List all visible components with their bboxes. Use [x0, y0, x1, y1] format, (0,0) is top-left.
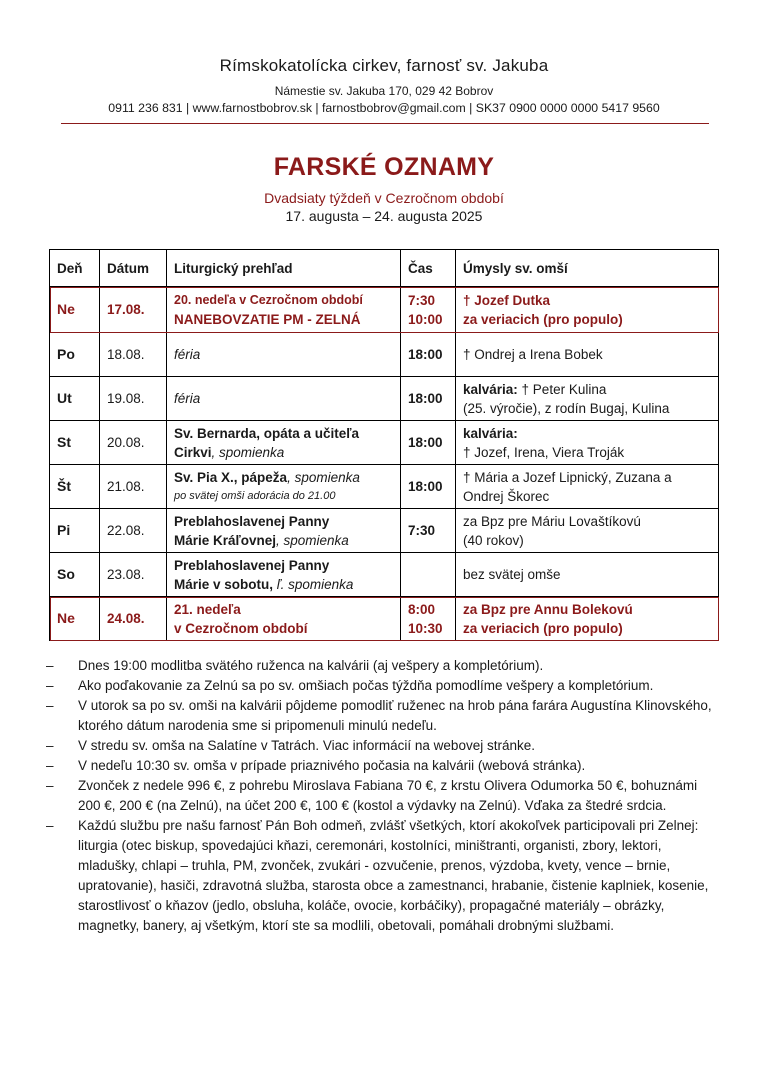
row-time: 18:00 [401, 465, 456, 509]
feast-rank: , spomienka [276, 532, 349, 548]
row-intentions: † Ondrej a Irena Bobek [456, 333, 719, 377]
row-day: Pi [50, 509, 100, 553]
row-date: 22.08. [100, 509, 167, 553]
table-header-row [50, 250, 719, 287]
list-item: – Dnes 19:00 modlitba svätého ruženca na kalvárii (aj vešpery a kompletórium). [40, 656, 720, 676]
table-row [50, 597, 719, 641]
col-header-time: Čas [401, 250, 456, 287]
table-row [50, 377, 719, 421]
time-line: 10:30 [408, 620, 443, 636]
feast-name: Márie Kráľovnej [174, 532, 276, 548]
row-day: Ne [50, 287, 100, 333]
row-time [401, 287, 456, 333]
intention-line [463, 380, 711, 399]
row-intentions: bez svätej omše [456, 553, 719, 597]
parish-contact: 0911 236 831 | www.farnostbobrov.sk | farnostbobrov@gmail.com | SK37 0900 0000 0000 5417 9560 [108, 101, 660, 115]
row-date: 18.08. [100, 333, 167, 377]
row-intentions [456, 509, 719, 553]
liturgy-line: 20. nedeľa v Cezročnom období [174, 292, 363, 307]
liturgy-line: Preblahoslavenej Panny [174, 513, 330, 529]
row-liturgy [167, 509, 401, 553]
announcements-list [40, 656, 720, 936]
row-liturgy: féria [167, 333, 401, 377]
row-time: 18:00 [401, 333, 456, 377]
table-row [50, 553, 719, 597]
parish-address: Námestie sv. Jakuba 170, 029 42 Bobrov [274, 84, 494, 98]
time-line: 8:00 [408, 601, 436, 617]
intention-line: za Bpz pre Annu Bolekovú [463, 601, 633, 617]
row-liturgy [167, 465, 401, 509]
row-liturgy [167, 287, 401, 333]
time-line: 7:30 [408, 292, 436, 308]
row-day: Ne [50, 597, 100, 641]
feast-rank: , spomienka [211, 444, 285, 460]
header-divider [61, 123, 709, 124]
list-item: – V utorok sa po sv. omši na kalvárii pôjdeme pomodliť ruženec na hrob pána farára Augustína Klinovského, ktorého dátum narodenia sme si pripomenuli minulú nedeľu. [40, 696, 720, 736]
liturgy-line [174, 531, 393, 550]
row-time: 18:00 [401, 377, 456, 421]
list-item: – V stredu sv. omša na Salatíne v Tatrách. Viac informácií na webovej stránke. [40, 736, 720, 756]
list-item: – V nedeľu 10:30 sv. omša v prípade priaznivého počasia na kalvárii (webová stránka). [40, 756, 720, 776]
row-time [401, 597, 456, 641]
schedule-table [49, 249, 719, 641]
intention-line: (40 rokov) [463, 532, 524, 548]
row-liturgy [167, 597, 401, 641]
table-row [50, 421, 719, 465]
row-time [401, 553, 456, 597]
col-header-liturgy: Liturgický prehľad [167, 250, 401, 287]
list-item: – Ako poďakovanie za Zelnú sa po sv. omšiach počas týždňa pomodlíme vešpery a kompletórium. [40, 676, 720, 696]
list-item: – Zvonček z nedele 996 €, z pohrebu Miroslava Fabiana 70 €, z krstu Olivera Odumorka 50 €, bohuznámi 200 €, 200 € (na Zelnú), na účet 200 €, 100 € (kostol a výdavky na Zelnú). Vďaka za štedré srdcia. [40, 776, 720, 816]
liturgy-line [174, 443, 393, 462]
row-intentions [456, 377, 719, 421]
liturgy-line: Sv. Bernarda, opáta a učiteľa [174, 425, 360, 441]
time-line: 10:00 [408, 311, 443, 327]
table-row [50, 287, 719, 333]
row-date: 24.08. [100, 597, 167, 641]
feast-name: Márie v sobotu, [174, 576, 274, 592]
row-day: Št [50, 465, 100, 509]
col-header-day: Deň [50, 250, 100, 287]
liturgy-line: 21. nedeľa [174, 601, 241, 617]
table-row [50, 465, 719, 509]
intention-location: kalvária: [463, 381, 518, 397]
intention-text: † Peter Kulina [517, 381, 607, 397]
intention-location: kalvária: [463, 425, 518, 441]
row-date: 17.08. [100, 287, 167, 333]
table-row [50, 333, 719, 377]
row-liturgy: féria [167, 377, 401, 421]
liturgy-line [174, 468, 393, 487]
liturgy-line [174, 575, 393, 594]
intention-line: Ondrej Škorec [463, 488, 550, 504]
page-title: FARSKÉ OZNAMY [273, 153, 495, 181]
feast-name: Cirkvi [174, 444, 212, 460]
list-item: – Každú službu pre našu farnosť Pán Boh odmeň, zvlášť všetkých, ktorí akokoľvek participovali pri Zelnej: liturgia (otec biskup, spovedajúci kňazi, ceremonári, kostolníci, miništranti, organisti, zbory, lektori, mladušky, chlapi – truhla, PM, zvonček, zvukári - ozvučenie, prenos, výzdoba, kvety, vence – brnie, upratovanie), hasiči, zdravotná služba, starosta obce a zamestnanci, hrabanie, čistenie kaplniek, kosenie, starostlivosť o kňazov (jedlo, obsluha, koláče, ovocie, korbáčiky), propagačné materiály – obrázky, magnetky, banery, aj všetkým, ktorí ste sa modlili, obetovali, pomáhali drobnými službami. [40, 816, 720, 936]
intention-line: † Mária a Jozef Lipnický, Zuzana a [463, 469, 672, 485]
row-intentions [456, 421, 719, 465]
intention-line: † Jozef Dutka [463, 292, 551, 308]
row-date: 23.08. [100, 553, 167, 597]
parish-name: Rímskokatolícka cirkev, farnosť sv. Jakuba [219, 56, 549, 75]
row-liturgy [167, 553, 401, 597]
intention-line: † Jozef, Irena, Viera Troják [463, 444, 625, 460]
feast-name: Sv. Pia X., pápeža [174, 469, 288, 485]
intention-line: za Bpz pre Máriu Lovaštíkovú [463, 513, 641, 529]
row-day: So [50, 553, 100, 597]
intention-line: za veriacich (pro populo) [463, 311, 623, 327]
col-header-intentions: Úmysly sv. omší [456, 250, 719, 287]
col-header-date: Dátum [100, 250, 167, 287]
row-day: Po [50, 333, 100, 377]
row-day: Ut [50, 377, 100, 421]
row-date: 21.08. [100, 465, 167, 509]
intention-line: (25. výročie), z rodín Bugaj, Kulina [463, 400, 670, 416]
feast-rank: , spomienka [287, 469, 360, 485]
date-range: 17. augusta – 24. augusta 2025 [285, 208, 483, 224]
liturgy-note: po svätej omši adorácia do 21.00 [174, 489, 336, 502]
liturgy-line: NANEBOVZATIE PM - ZELNÁ [174, 311, 361, 327]
row-time: 18:00 [401, 421, 456, 465]
page-subtitle: Dvadsiaty týždeň v Cezročnom období [264, 190, 504, 206]
feast-rank: ľ. spomienka [273, 576, 354, 592]
row-intentions [456, 465, 719, 509]
intention-line: za veriacich (pro populo) [463, 620, 623, 636]
table-row [50, 509, 719, 553]
row-time: 7:30 [401, 509, 456, 553]
liturgy-line: Preblahoslavenej Panny [174, 557, 330, 573]
row-date: 20.08. [100, 421, 167, 465]
row-intentions [456, 597, 719, 641]
row-liturgy [167, 421, 401, 465]
liturgy-line: v Cezročnom období [174, 620, 308, 636]
row-date: 19.08. [100, 377, 167, 421]
row-intentions [456, 287, 719, 333]
row-day: St [50, 421, 100, 465]
